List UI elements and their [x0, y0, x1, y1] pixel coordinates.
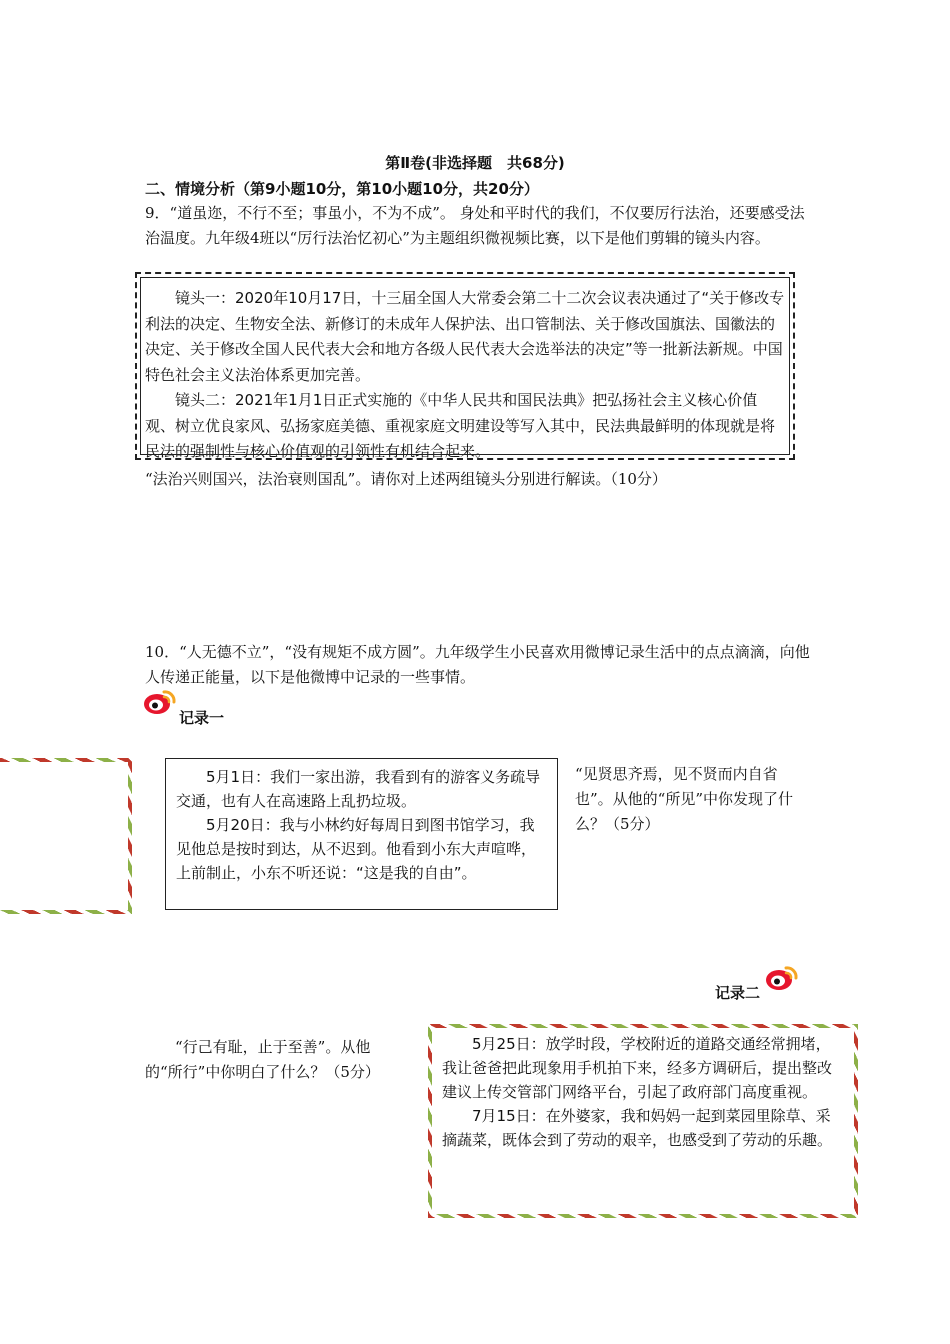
record-2-header [765, 962, 799, 996]
scene-2-text: 镜头二：2021年1月1日正式实施的《中华人民共和国民法典》把弘扬社会主义核心价值观、树立优良家风、弘扬家庭美德、重视家庭文明建设等写入其中，民法典最鲜明的体现就是将民法的强制性与核心价值观的引领性有机结合起来。 [145, 391, 776, 460]
record-1-entry-1: 5月1日：我们一家出游，我看到有的游客义务疏导交通，也有人在高速路上乱扔垃圾。 [176, 768, 541, 810]
weibo-icon [143, 686, 177, 716]
part-title: 第Ⅱ卷(非选择题 共68分) [385, 154, 565, 172]
record-1-label: 记录一 [179, 709, 225, 727]
scene-1-text: 镜头一：2020年10月17日，十三届全国人大常委会第二十二次会议表决通过了“关于修改专利法的决定、生物安全法、新修订的未成年人保护法、出口管制法、关于修改国旗法、国徽法的决定、关于修改全国人民代表大会和地方各级人民代表大会选举法的决定”等一批新法新规。中国特色社会主义法治体系更加完善。 [145, 289, 785, 384]
record-2-question: “行己有耻，止于至善”。从他的“所行”中你明白了什么？（5分） [145, 1038, 380, 1081]
question-9-prompt: “法治兴则国兴，法治衰则国乱”。请你对上述两组镜头分别进行解读。（10分） [145, 470, 667, 488]
record-1-question: “见贤思齐焉，见不贤而内自省也”。从他的“所见”中你发现了什么？（5分） [575, 765, 794, 833]
question-10-intro: 10．“人无德不立”，“没有规矩不成方圆”。九年级学生小民喜欢用微博记录生活中的点点滴滴，向他人传递正能量，以下是他微博中记录的一些事情。 [145, 643, 810, 686]
section-title: 二、情境分析（第9小题10分，第10小题10分，共20分） [145, 180, 539, 198]
record-1-entry-2: 5月20日：我与小林约好每周日到图书馆学习，我见他总是按时到达，从不迟到。他看到小东大声喧哗，上前制止，小东不听还说：“这是我的自由”。 [176, 816, 537, 882]
record-2-label: 记录二 [715, 984, 761, 1002]
weibo-icon [765, 962, 799, 992]
record-1-header [143, 686, 177, 720]
record-1-box [165, 758, 558, 910]
record-2-entry-2: 7月15日：在外婆家，我和妈妈一起到菜园里除草、采摘蔬菜，既体会到了劳动的艰辛，也感受到了劳动的乐趣。 [442, 1107, 833, 1149]
record-2-entry-1: 5月25日：放学时段，学校附近的道路交通经常拥堵，我让爸爸把此现象用手机拍下来，经多方调研后，提出整改建议上传交管部门网络平台，引起了政府部门高度重视。 [442, 1035, 833, 1101]
airmail-decoration [0, 758, 132, 914]
scene-box [135, 272, 795, 460]
record-2-box [428, 1024, 858, 1218]
question-9-intro: 9．“道虽迩，不行不至；事虽小，不为不成”。 身处和平时代的我们，不仅要厉行法治，还要感受法治温度。九年级4班以“厉行法治忆初心”为主题组织微视频比赛，以下是他们剪辑的镜头内容。 [145, 204, 805, 247]
